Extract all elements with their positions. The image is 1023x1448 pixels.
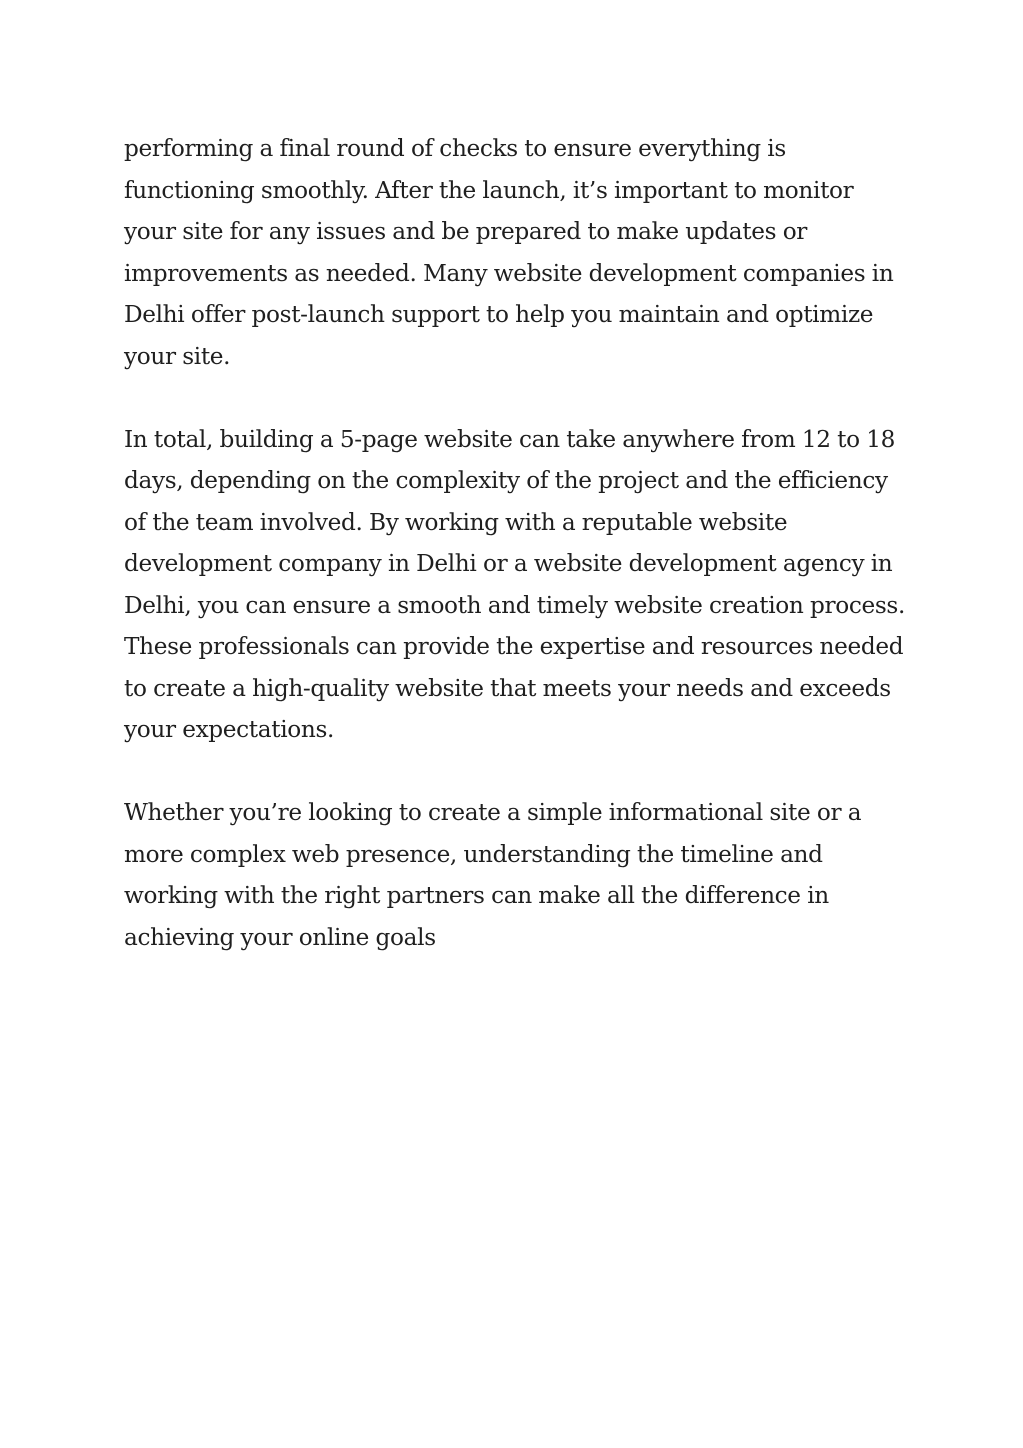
paragraph-conclusion: [124, 792, 899, 958]
text-line: performing a final round of checks to ensure everything is: [124, 135, 786, 162]
text-line: your site.: [124, 342, 231, 370]
text-line: improvements as needed. Many website development companies in: [124, 259, 894, 287]
text-line: more complex web presence, understanding the timeline and: [124, 840, 823, 868]
text-line: development company in Delhi or a website development agency in: [124, 550, 893, 577]
text-line: achieving your online goals: [124, 923, 436, 951]
text-line: your expectations.: [124, 716, 335, 743]
text-line: These professionals can provide the expertise and resources needed: [124, 633, 904, 660]
text-line: to create a high-quality website that meets your needs and exceeds: [124, 674, 891, 702]
text-line: of the team involved. By working with a reputable website: [124, 508, 788, 536]
paragraph-total-timeline: [124, 419, 905, 751]
text-line: Delhi, you can ensure a smooth and timely website creation process.: [124, 591, 905, 619]
text-line: working with the right partners can make all the difference in: [124, 882, 829, 909]
text-line: Whether you’re looking to create a simple informational site or a: [124, 799, 862, 826]
text-line: days, depending on the complexity of the project and the efficiency: [124, 467, 888, 494]
text-line: In total, building a 5-page website can take anywhere from 12 to 18: [124, 425, 896, 453]
text-line: your site for any issues and be prepared to make updates or: [124, 218, 808, 245]
text-line: Delhi offer post-launch support to help you maintain and optimize: [124, 301, 874, 328]
text-line: functioning smoothly. After the launch, it’s important to monitor: [124, 176, 854, 204]
paragraph-launch-monitoring: [124, 128, 899, 377]
document-body: [124, 128, 905, 958]
